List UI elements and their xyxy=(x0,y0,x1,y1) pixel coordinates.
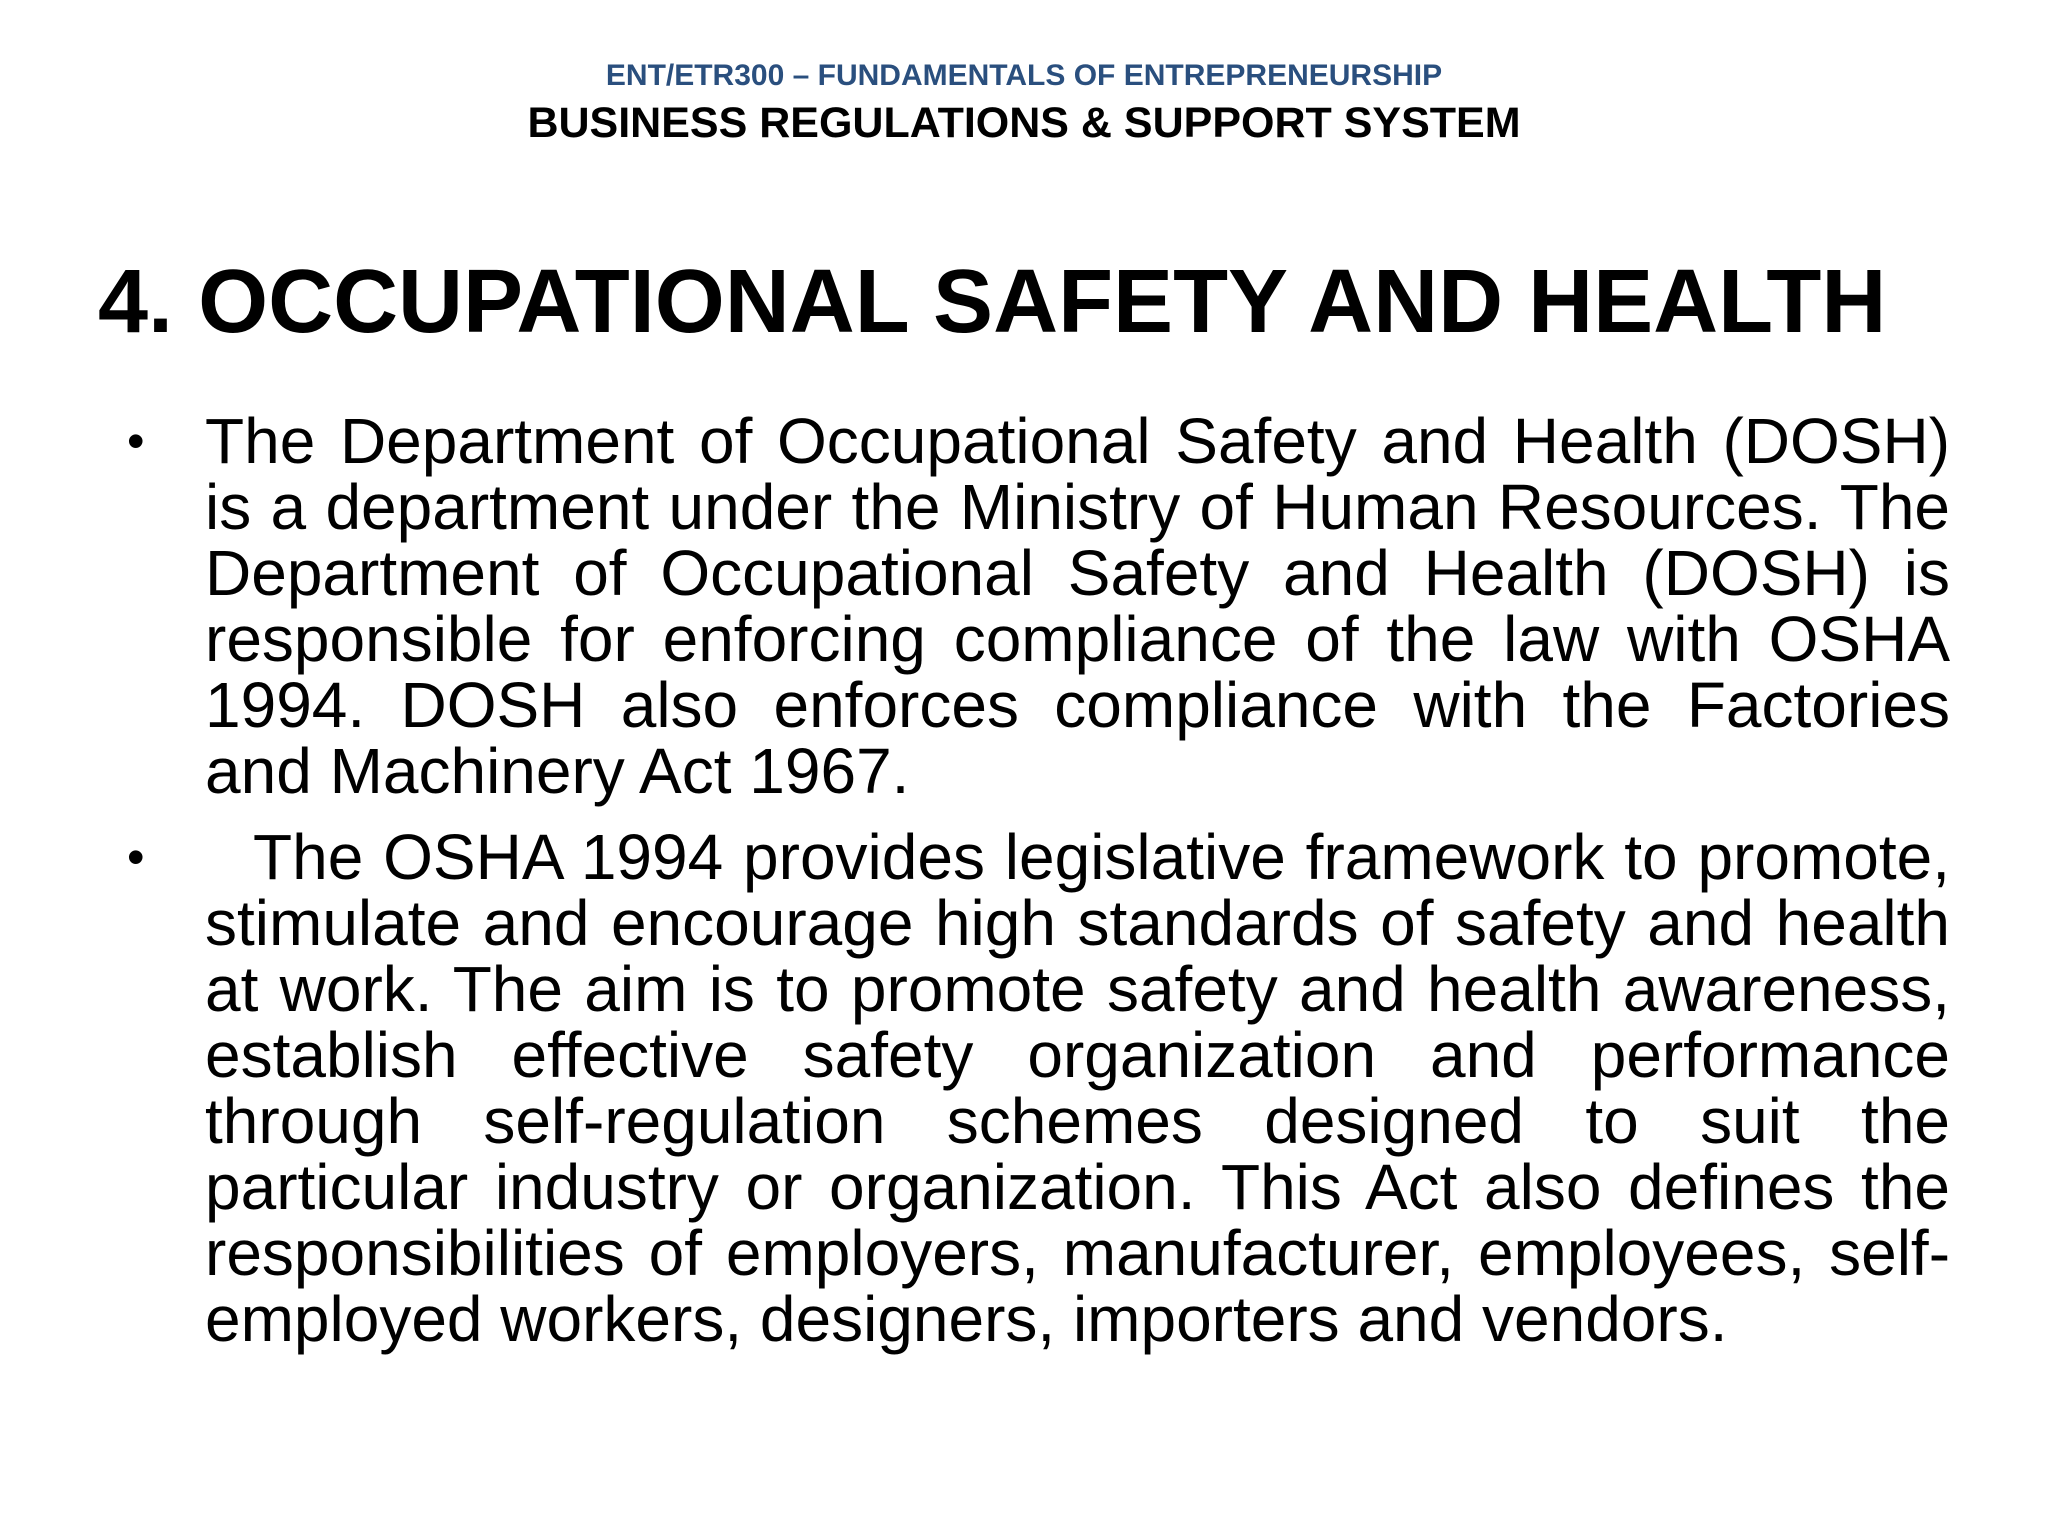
bullet-icon: • xyxy=(127,413,145,469)
bullet-item xyxy=(127,405,1950,807)
slide-subtitle: BUSINESS REGULATIONS & SUPPORT SYSTEM xyxy=(527,99,1521,147)
course-code: ENT/ETR300 – FUNDAMENTALS OF ENTREPRENEURSHIP xyxy=(605,59,1443,92)
bullet-text: The Department of Occupational Safety and Health (DOSH) is a department under the Ministry of Human Resources. The Department of Occupational Safety and Health (DOSH) is responsible for enforcing compliance of the law with OSHA 1994. DOSH also enforces compliance with the Factories and Machinery Act 1967. xyxy=(205,405,1950,807)
slide-header xyxy=(0,56,2048,150)
slide-title: 4. OCCUPATIONAL SAFETY AND HEALTH xyxy=(98,252,1887,352)
bullet-text: The OSHA 1994 provides legislative framework to promote, stimulate and encourage high standards of safety and health at work. The aim is to promote safety and health awareness, establish effective safety organization and performance through self-regulation schemes designed to suit the particular industry or organization. This Act also defines the responsibilities of employers, manufacturer, employees, self-employed workers, designers, importers and vendors. xyxy=(205,821,1950,1355)
bullet-item xyxy=(127,821,1950,1355)
bullet-icon: • xyxy=(127,829,145,885)
